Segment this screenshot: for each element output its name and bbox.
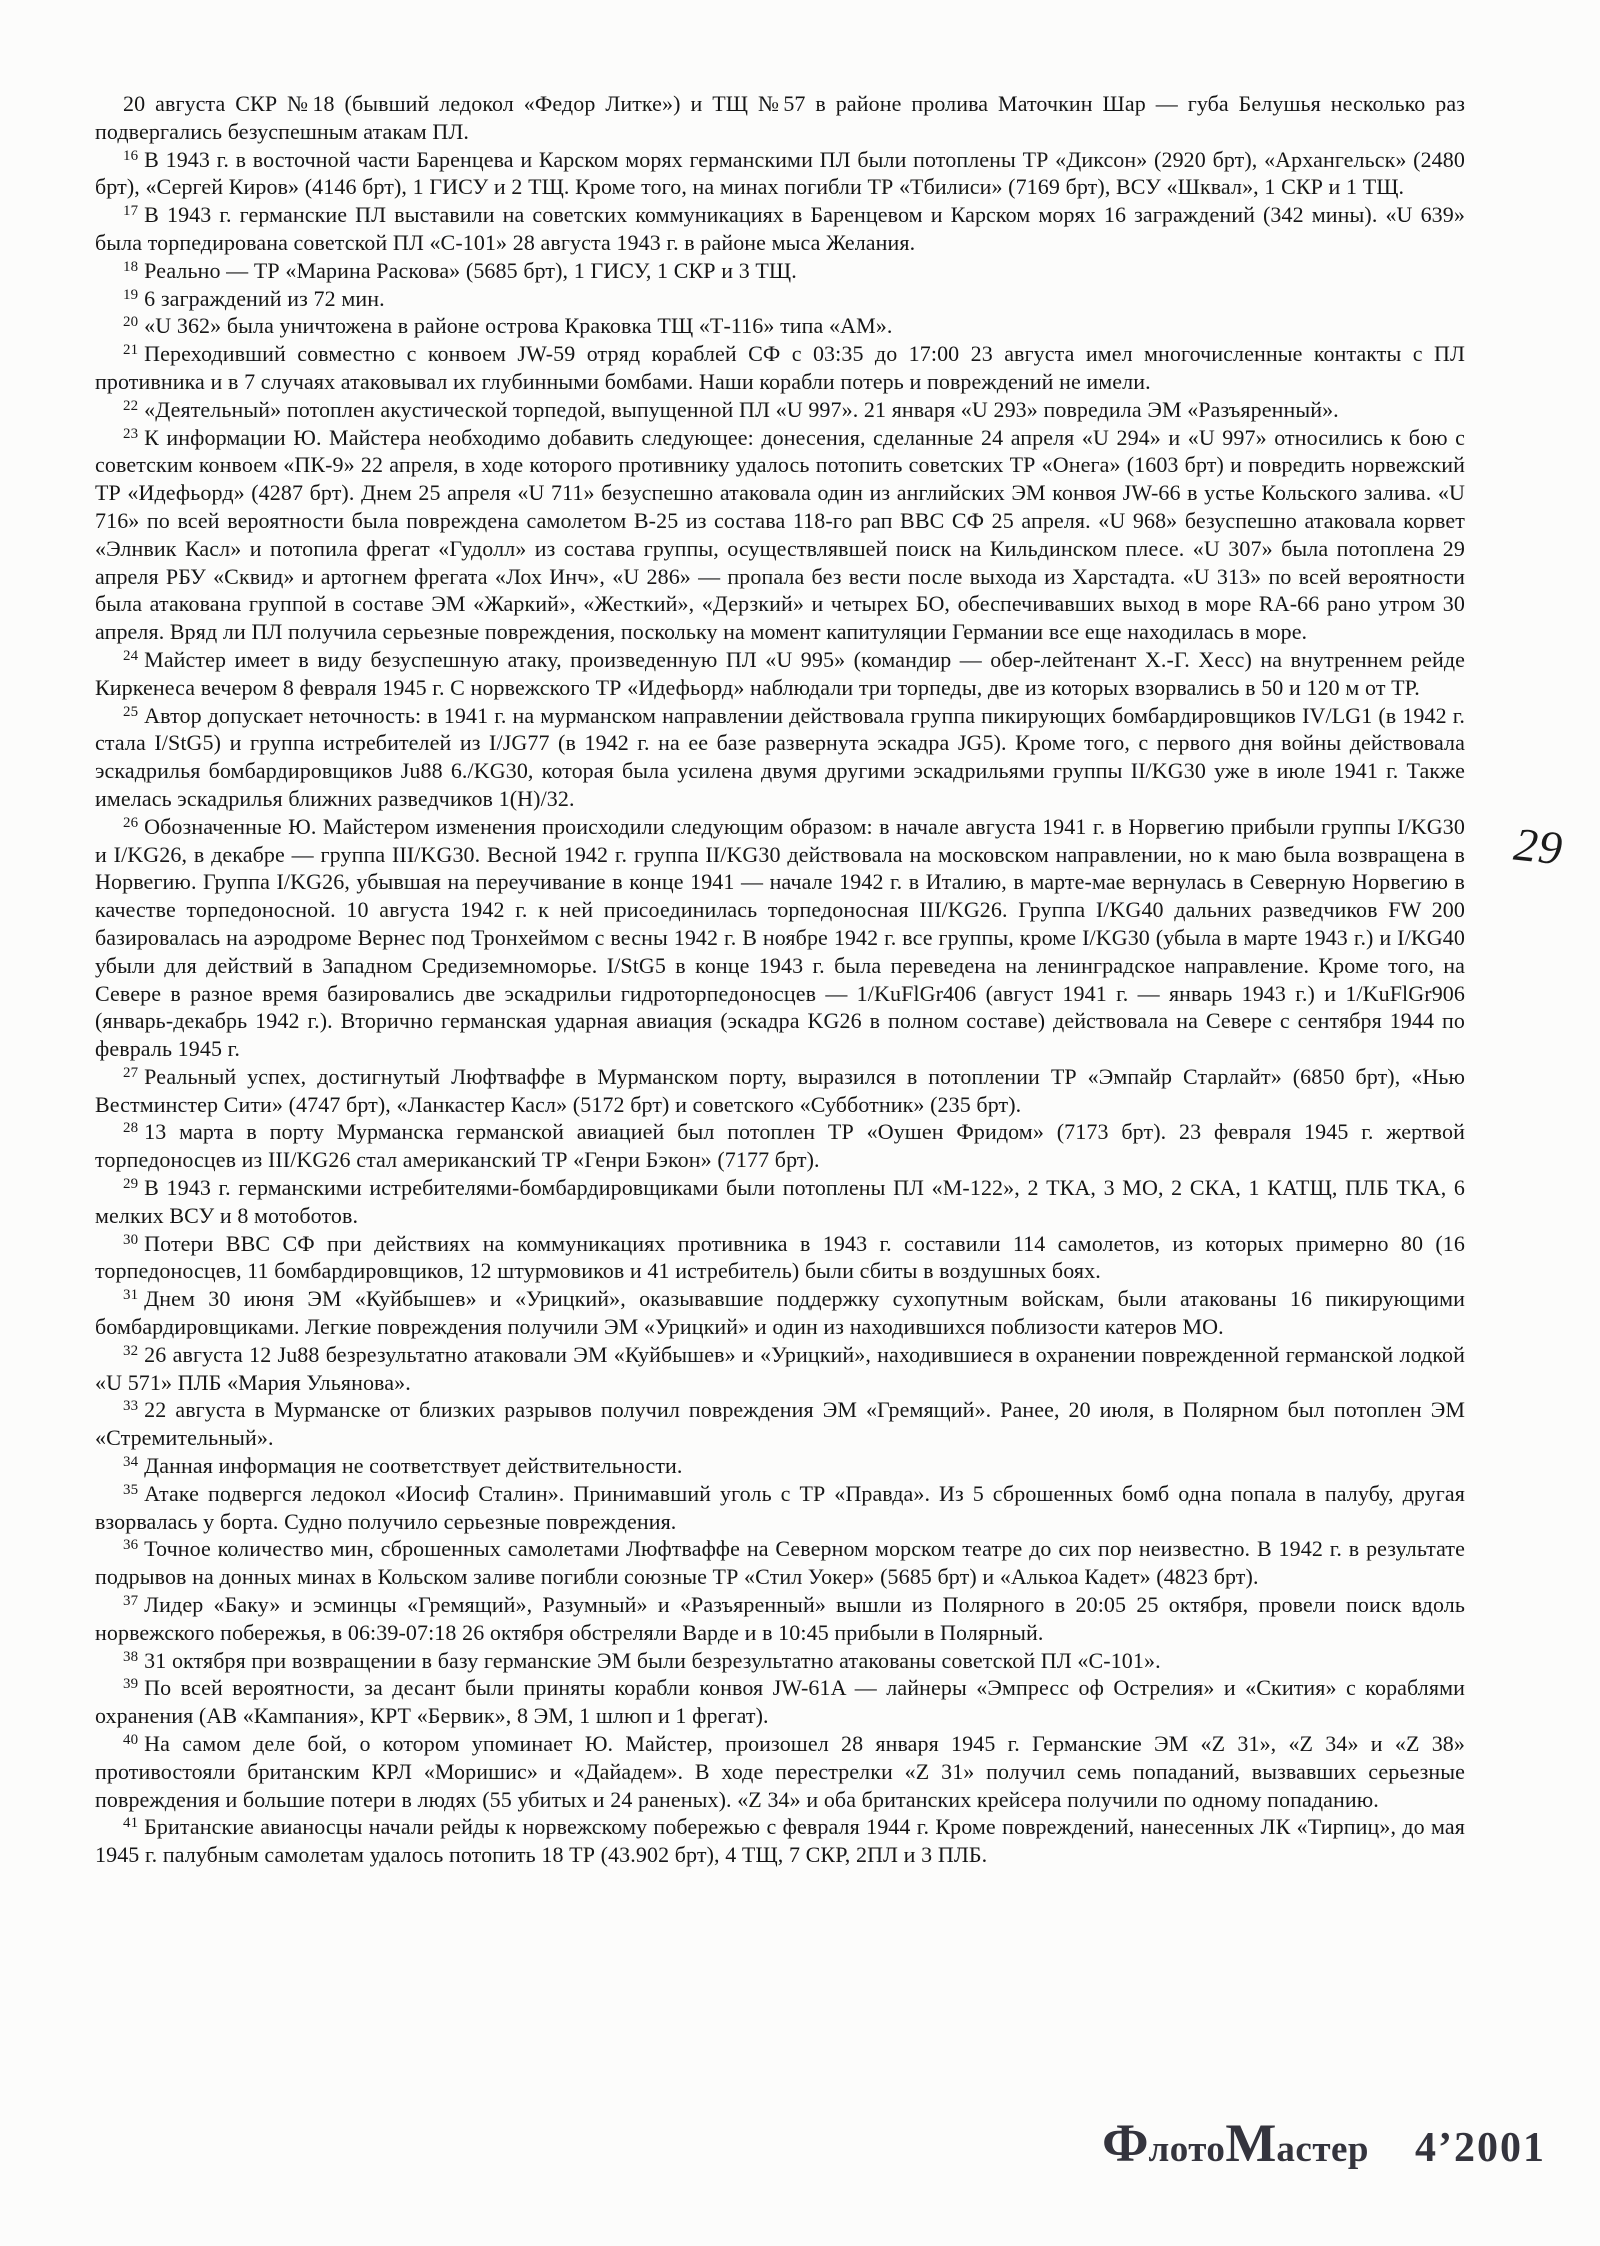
endnote-number: 38: [123, 1648, 139, 1665]
endnote-text: Реально — ТР «Марина Раскова» (5685 брт), 1 ГИСУ, 1 СКР и 3 ТЩ.: [144, 257, 797, 283]
endnote: [95, 1535, 1465, 1591]
endnote-text: Автор допускает неточность: в 1941 г. на мурманском направлении действовала группа пикирующих бомбардировщиков IV/LG1 (в 1942 г. стала I/StG5) и группа истребителей из I/JG77 (в 1942 г. на ее базе развернута эскадра JG5). Кроме того, с первого дня войны действовала эскадрилья бомбардировщиков Ju88 6./KG30, которая была усилена двумя другими эскадрильями группы II/KG30 уже в июле 1941 г. Также имелась эскадрилья ближних разведчиков 1(H)/32.: [95, 702, 1465, 811]
endnote-text: Потери ВВС СФ при действиях на коммуникациях противника в 1943 г. составили 114 самолетов, из которых примерно 80 (16 торпедоносцев, 11 бомбардировщиков, 12 штурмовиков и 41 истребитель) были сбиты в воздушных боях.: [95, 1230, 1465, 1284]
endnote: [95, 1480, 1465, 1536]
endnote-number: 36: [123, 1537, 139, 1554]
endnote: [95, 1230, 1465, 1286]
endnote-number: 37: [123, 1593, 139, 1610]
endnote: [95, 813, 1465, 1063]
endnote-text: 31 октября при возвращении в базу германские ЭМ были безрезультатно атакованы советской ПЛ «С-101».: [144, 1647, 1161, 1673]
endnotes-text-block: [95, 90, 1465, 1869]
endnote: [95, 646, 1465, 702]
endnote-number: 40: [123, 1732, 139, 1749]
endnote-text: 22 августа в Мурманске от близких разрывов получил повреждения ЭМ «Гремящий». Ранее, 20 июля, в Полярном был потоплен ЭМ «Стремительный».: [95, 1397, 1465, 1451]
endnote: [95, 1591, 1465, 1647]
endnote: [95, 1452, 1465, 1480]
endnote-number: 31: [123, 1287, 139, 1304]
logo-letter-f: Ф: [1102, 2113, 1149, 2173]
endnote-number: 41: [123, 1815, 139, 1832]
endnote-number: 16: [123, 147, 139, 164]
endnote: [95, 201, 1465, 257]
endnote-number: 23: [123, 425, 139, 442]
issue-number: 4’2001: [1415, 2125, 1546, 2171]
logo-letter-m: М: [1225, 2113, 1277, 2173]
endnote-text: В 1943 г. германскими истребителями-бомбардировщиками были потоплены ПЛ «М-122», 2 ТКА, 3 МО, 2 СКА, 1 КАТЩ, ПЛБ ТКА, 6 мелких ВСУ и 8 мотоботов.: [95, 1175, 1465, 1228]
endnote: [95, 1174, 1465, 1230]
endnote: [95, 1674, 1465, 1730]
endnote: [95, 285, 1465, 313]
logo-lower-2: астер: [1276, 2129, 1369, 2170]
endnote-text: Майстер имеет в виду безуспешную атаку, произведенную ПЛ «U 995» (командир — обер-лейтенант Х.-Г. Хесс) на внутреннем рейде Киркенеса вечером 8 февраля 1945 г. С норвежского ТР «Идефьорд» наблюдали три торпеды, две из которых взорвались в 50 и 120 м от ТР.: [95, 646, 1465, 700]
endnote-text: 26 августа 12 Ju88 безрезультатно атаковали ЭМ «Куйбышев» и «Урицкий», находившиеся в охранении поврежденной германской лодкой «U 571» ПЛБ «Мария Ульянова».: [95, 1341, 1465, 1395]
endnote-number: 22: [123, 397, 139, 414]
endnote-number: 34: [123, 1454, 139, 1471]
endnote: [95, 340, 1465, 396]
endnote: [95, 1813, 1465, 1869]
endnote-text: По всей вероятности, за десант были приняты корабли конвоя JW-61A — лайнеры «Эмпресс оф Острелия» и «Скития» с кораблями охранения (АВ «Кампания», КРТ «Бервик», 8 ЭМ, 1 шлюп и 1 фрегат).: [95, 1675, 1465, 1729]
logo-lower-1: лото: [1148, 2129, 1226, 2170]
endnote: [95, 424, 1465, 646]
endnote-text: Точное количество мин, сброшенных самолетами Люфтваффе на Северном морском театре до сих пор неизвестно. В 1942 г. в результате подрывов на донных минах в Кольском заливе погибли союзные ТР «Стил Уокер» (5685 брт) и «Алькоа Кадет» (4823 брт).: [95, 1536, 1465, 1590]
endnote-number: 17: [123, 203, 139, 220]
endnote-text: Днем 30 июня ЭМ «Куйбышев» и «Урицкий», оказывавшие поддержку сухопутным войскам, были атакованы 16 пикирующими бомбардировщиками. Легкие повреждения получили ЭМ «Урицкий» и один из находившихся поблизости катеров МО.: [95, 1286, 1465, 1340]
endnote-number: 30: [123, 1231, 139, 1248]
endnote-number: 33: [123, 1398, 139, 1415]
endnote-number: 32: [123, 1342, 139, 1359]
endnote-text: «U 362» была уничтожена в районе острова Краковка ТЩ «Т-116» типа «АМ».: [144, 313, 893, 339]
endnote-number: 28: [123, 1120, 139, 1137]
endnote-number: 27: [123, 1064, 139, 1081]
endnote: [95, 1396, 1465, 1452]
magazine-logo: [1102, 2113, 1369, 2173]
endnote-text: Данная информация не соответствует действительности.: [144, 1453, 683, 1479]
page-number: 29: [1511, 818, 1566, 876]
endnote-text: В 1943 г. в восточной части Баренцева и Карском морях германскими ПЛ были потоплены ТР «Диксон» (2920 брт), «Архангельск» (2480 брт), «Сергей Киров» (4146 брт), 1 ГИСУ и 2 ТЩ. Кроме того, на минах погибли ТР «Тбилиси» (7169 брт), ВСУ «Шквал», 1 СКР и 1 ТЩ.: [95, 146, 1465, 200]
endnote: [95, 312, 1465, 340]
endnote-text: Лидер «Баку» и эсминцы «Гремящий», Разумный» и «Разъяренный» вышли из Полярного в 20:05 25 октября, провели поиск вдоль норвежского побережья, в 06:39-07:18 26 октября обстреляли Варде и в 10:45 прибыли в Полярный.: [95, 1592, 1465, 1645]
endnote-text: 13 марта в порту Мурманска германской авиацией был потоплен ТР «Оушен Фридом» (7173 брт). 23 февраля 1945 г. жертвой торпедоносцев из III/KG26 стал американский ТР «Генри Бэкон» (7177 брт).: [95, 1119, 1465, 1173]
endnote: [95, 702, 1465, 813]
endnote-number: 26: [123, 814, 139, 831]
endnote: [95, 90, 1465, 146]
endnote-number: 19: [123, 286, 139, 303]
endnote-text: На самом деле бой, о котором упоминает Ю. Майстер, произошел 28 января 1945 г. Германские ЭМ «Z 31», «Z 34» и «Z 38» противостояли британским КРЛ «Моришис» и «Дайадем». В ходе перестрелки «Z 31» получил семь попаданий, вызвавших серьезные повреждения и большие потери в людях (55 убитых и 24 раненых). «Z 34» и оба британских крейсера получили по одному попаданию.: [95, 1731, 1465, 1812]
endnote-text: «Деятельный» потоплен акустической торпедой, выпущенной ПЛ «U 997». 21 января «U 293» повредила ЭМ «Разъяренный».: [144, 396, 1339, 422]
endnote: [95, 1730, 1465, 1813]
endnote: [95, 146, 1465, 202]
endnote: [95, 1647, 1465, 1675]
endnote-text: Британские авианосцы начали рейды к норвежскому побережью с февраля 1944 г. Кроме повреждений, нанесенных ЛК «Тирпиц», до мая 1945 г. палубным самолетам удалось потопить 18 ТР (43.902 брт), 4 ТЩ, 7 СКР, 2ПЛ и 3 ПЛБ.: [95, 1814, 1465, 1868]
endnote-text: Переходивший совместно с конвоем JW-59 отряд кораблей СФ с 03:35 до 17:00 23 августа имел многочисленные контакты с ПЛ противника и в 7 случаях атаковывал их глубинными бомбами. Наши корабли потерь и повреждений не имели.: [95, 341, 1465, 394]
endnote: [95, 1063, 1465, 1119]
endnote-number: 35: [123, 1481, 139, 1498]
endnote-number: 18: [123, 258, 139, 275]
endnote: [95, 1285, 1465, 1341]
endnote: [95, 396, 1465, 424]
endnote-text: 20 августа СКР №18 (бывший ледокол «Федор Литке») и ТЩ №57 в районе пролива Маточкин Шар — губа Белушья несколько раз подвергались безуспешным атакам ПЛ.: [95, 91, 1465, 144]
endnote-number: 20: [123, 314, 139, 331]
endnote-text: В 1943 г. германские ПЛ выставили на советских коммуникациях в Баренцевом и Карском морях 16 заграждений (342 мины). «U 639» была торпедирована советской ПЛ «С-101» 28 августа 1943 г. в районе мыса Желания.: [95, 202, 1465, 255]
endnote: [95, 1118, 1465, 1174]
endnote-number: 39: [123, 1676, 139, 1693]
endnote: [95, 257, 1465, 285]
endnote-text: Реальный успех, достигнутый Люфтваффе в Мурманском порту, выразился в потоплении ТР «Эмпайр Старлайт» (6850 брт), «Нью Вестминстер Сити» (4747 брт), «Ланкастер Касл» (5172 брт) и советского «Субботник» (235 брт).: [95, 1063, 1465, 1117]
endnote: [95, 1341, 1465, 1397]
endnote-text: Атаке подвергся ледокол «Иосиф Сталин». Принимавший уголь с ТР «Правда». Из 5 сброшенных бомб одна попала в палубу, другая взорвалась у борта. Судно получило серьезные повреждения.: [95, 1480, 1465, 1534]
endnote-number: 29: [123, 1176, 139, 1193]
endnote-number: 21: [123, 342, 139, 359]
endnote-text: Обозначенные Ю. Майстером изменения происходили следующим образом: в начале августа 1941 г. в Норвегию прибыли группы I/KG30 и I/KG26, в декабре — группа III/KG30. Весной 1942 г. группа II/KG30 действовала на московском направлении, но к маю была возвращена в Норвегию. Группа I/KG26, убывшая на переучивание в конце 1941 — начале 1942 г. в Италию, в марте-мае вернулась в Северную Норвегию в качестве торпедоносной. 10 августа 1942 г. к ней присоединилась торпедоносная III/KG26. Группа I/KG40 дальних разведчиков FW 200 базировалась на аэродроме Вернес под Тронхеймом с весны 1942 г. В ноябре 1942 г. все группы, кроме I/KG30 (убыла в марте 1943 г.) и I/KG40 убыли для действий в Западном Средиземноморье. I/StG5 в конце 1943 г. была переведена на ленинградское направление. Кроме того, на Севере в разное время базировались две эскадрильи гидроторпедоносцев — 1/KuFlGr406 (август 1941 г. — январь 1943 г.) и 1/KuFlGr906 (январь-декабрь 1942 г.). Вторично германская ударная авиация (эскадра KG26 в полном составе) действовала на Севере с сентября 1944 по февраль 1945 г.: [95, 813, 1465, 1062]
endnote-text: 6 заграждений из 72 мин.: [144, 285, 385, 311]
magazine-footer: [1102, 2112, 1546, 2174]
endnote-number: 25: [123, 703, 139, 720]
endnote-text: К информации Ю. Майстера необходимо добавить следующее: донесения, сделанные 24 апреля «U 294» и «U 997» относились к бою с советским конвоем «ПК-9» 22 апреля, в ходе которого противнику удалось потопить советских ТР «Онега» (1603 брт) и повредить норвежский ТР «Идефьорд» (4287 брт). Днем 25 апреля «U 711» безуспешно атаковала один из английских ЭМ конвоя JW-66 в устье Кольского залива. «U 716» по всей вероятности была повреждена самолетом В-25 из состава 118-го рап ВВС СФ 25 апреля. «U 968» безуспешно атаковала корвет «Элнвик Касл» и потопила фрегат «Гудолл» из состава группы, осуществлявшей поиск на Кильдинском плесе. «U 307» была потоплена 29 апреля РБУ «Сквид» и артогнем фрегата «Лох Инч», «U 286» — пропала без вести после выхода из Харстадта. «U 313» по всей вероятности была атакована группой в составе ЭМ «Жаркий», «Жесткий», «Дерзкий» и четырех БО, обеспечивавших выход в море RA-66 рано утром 30 апреля. Вряд ли ПЛ получила серьезные повреждения, поскольку на момент капитуляции Германии все еще находилась в море.: [95, 424, 1465, 645]
endnote-number: 24: [123, 647, 139, 664]
